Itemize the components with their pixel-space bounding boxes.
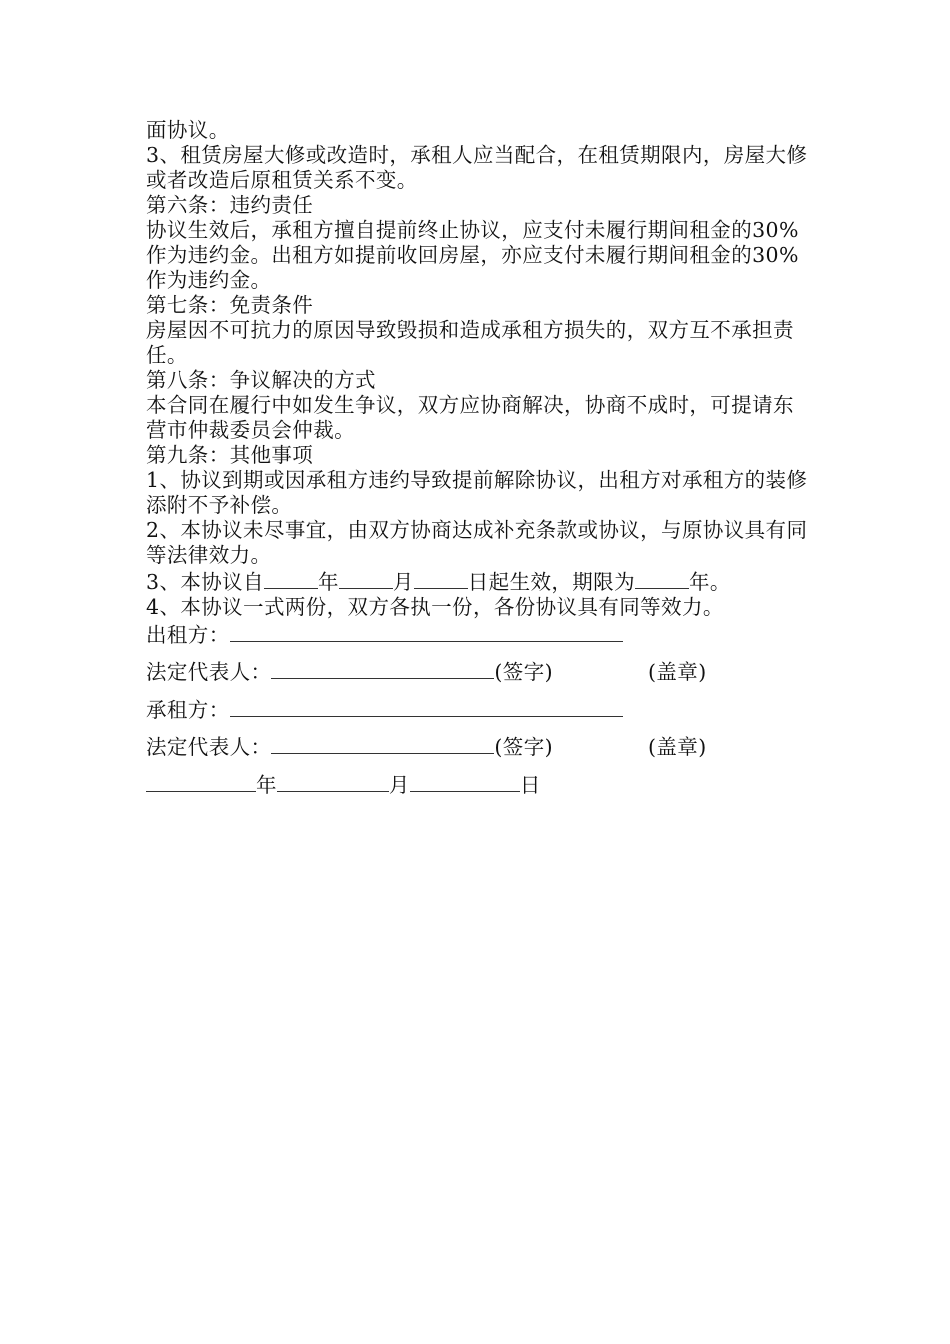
seal-label: (盖章) — [648, 660, 707, 684]
legal-rep-label: 法定代表人： — [146, 735, 272, 759]
clause-5-item-3: 3、租赁房屋大修或改造时，承租人应当配合，在租赁期限内，房屋大修或者改造后原租赁关系不变。 — [146, 143, 808, 192]
lessee-row — [146, 695, 808, 732]
lessor-legal-rep-row — [146, 657, 808, 695]
signature-block — [146, 620, 808, 807]
article-6-heading: 第六条：违约责任 — [146, 193, 314, 217]
lessee-legal-rep-row — [146, 732, 808, 770]
blank-start-year — [264, 568, 318, 589]
article-9-heading: 第九条：其他事项 — [146, 443, 314, 467]
blank-term-years — [635, 568, 689, 589]
lessor-blank — [230, 621, 623, 642]
seal-label: (盖章) — [648, 735, 707, 759]
date-year-blank — [146, 771, 256, 792]
date-month-blank — [277, 771, 389, 792]
blank-start-day — [414, 568, 468, 589]
article-8-text: 本合同在履行中如发生争议，双方应协商解决，协商不成时，可提请东营市仲裁委员会仲裁。 — [146, 393, 794, 442]
lessor-label: 出租方： — [146, 623, 230, 647]
lessee-label: 承租方： — [146, 698, 230, 722]
lessee-blank — [230, 696, 623, 717]
article-9-item-3: 3、本协议自 年 月 日起生效，期限为 年。 — [146, 570, 731, 594]
article-7-heading: 第七条：免责条件 — [146, 293, 314, 317]
article-7-text: 房屋因不可抗力的原因导致毁损和造成承租方损失的，双方互不承担责任。 — [146, 318, 794, 367]
contract-body — [146, 118, 808, 620]
article-8-heading: 第八条：争议解决的方式 — [146, 368, 376, 392]
article-9-item-1: 1、协议到期或因承租方违约导致提前解除协议，出租方对承租方的装修添附不予补偿。 — [146, 468, 808, 517]
sign-label: (签字) — [494, 735, 554, 759]
article-9-item-2: 2、本协议未尽事宜，由双方协商达成补充条款或协议，与原协议具有同等法律效力。 — [146, 518, 808, 567]
article-6-text: 协议生效后，承租方擅自提前终止协议，应支付未履行期间租金的30%作为违约金。出租方如提前收回房屋，亦应支付未履行期间租金的30%作为违约金。 — [146, 218, 799, 292]
blank-start-month — [339, 568, 393, 589]
paragraph-continuation: 面协议。 — [146, 118, 230, 142]
date-day-blank — [410, 771, 520, 792]
sign-label: (签字) — [494, 660, 554, 684]
date-row: 年 月 日 — [146, 770, 808, 807]
legal-rep-blank — [271, 658, 494, 679]
lessor-row — [146, 620, 808, 657]
legal-rep-label: 法定代表人： — [146, 660, 272, 684]
article-9-item-4: 4、本协议一式两份，双方各执一份，各份协议具有同等效力。 — [146, 595, 724, 619]
legal-rep-blank — [271, 733, 494, 754]
